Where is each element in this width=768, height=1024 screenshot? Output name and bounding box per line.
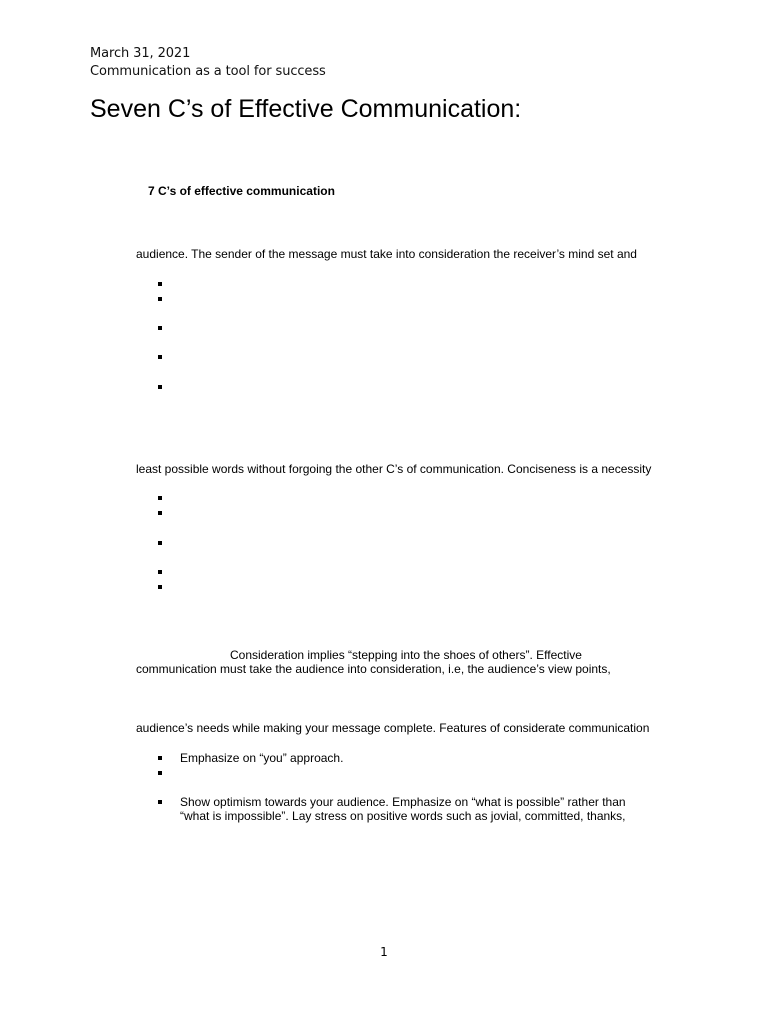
bullet-marker bbox=[158, 355, 162, 359]
bullet-marker bbox=[158, 585, 162, 589]
section-subheading: 7 C’s of effective communication bbox=[148, 184, 335, 198]
bullet-optimism-line1: Show optimism towards your audience. Emphasize on “what is possible” rather than bbox=[180, 795, 626, 809]
bullet-marker bbox=[158, 496, 162, 500]
bullet-you-approach: Emphasize on “you” approach. bbox=[180, 751, 344, 765]
bullet-marker bbox=[158, 326, 162, 330]
paragraph-consideration-line2: communication must take the audience into consideration, i.e, the audience’s view points, bbox=[136, 662, 611, 676]
paragraph-consideration-line1: Consideration implies “stepping into the shoes of others”. Effective bbox=[230, 648, 582, 662]
bullet-marker bbox=[158, 541, 162, 545]
bullet-marker bbox=[158, 511, 162, 515]
paragraph-conciseness: least possible words without forgoing the other C’s of communication. Conciseness is a necessity bbox=[136, 462, 652, 476]
page-number: 1 bbox=[380, 945, 388, 959]
bullet-optimism-line2: “what is impossible”. Lay stress on positive words such as jovial, committed, thanks, bbox=[180, 809, 626, 823]
header-date: March 31, 2021 bbox=[90, 46, 191, 61]
header-course: Communication as a tool for success bbox=[90, 64, 326, 79]
bullet-marker bbox=[158, 570, 162, 574]
bullet-marker bbox=[158, 800, 162, 804]
bullet-marker bbox=[158, 297, 162, 301]
paragraph-audience-needs: audience’s needs while making your message complete. Features of considerate communication bbox=[136, 721, 650, 735]
bullet-marker bbox=[158, 282, 162, 286]
page-title: Seven C’s of Effective Communication: bbox=[90, 95, 522, 123]
bullet-marker bbox=[158, 756, 162, 760]
bullet-marker bbox=[158, 385, 162, 389]
paragraph-audience: audience. The sender of the message must take into consideration the receiver’s mind set and bbox=[136, 247, 637, 261]
bullet-marker bbox=[158, 771, 162, 775]
